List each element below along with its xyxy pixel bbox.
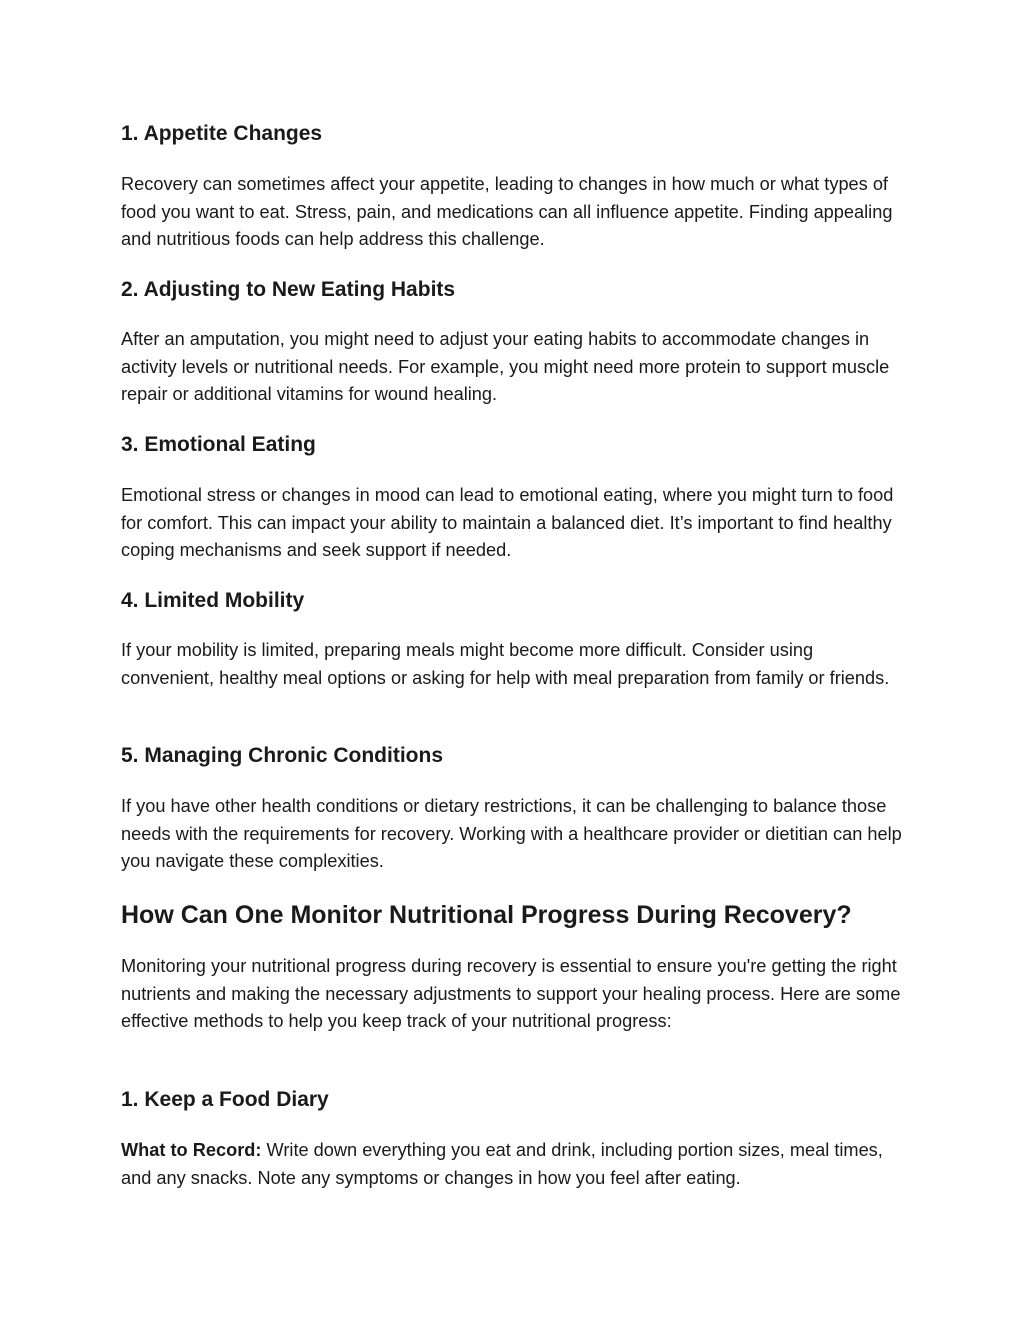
section-body-chronic-conditions: If you have other health conditions or dietary restrictions, it can be challenging to balance those needs with the requirements for recovery. Working with a healthcare provider or dietitian can help you navigate these complexities.: [121, 796, 902, 872]
section-heading-chronic-conditions: 5. Managing Chronic Conditions: [121, 744, 443, 767]
section-body-adjusting-eating-habits: After an amputation, you might need to adjust your eating habits to accommodate changes in activity levels or nutritional needs. For example, you might need more protein to support muscle repair or additional vitamins for wound healing.: [121, 329, 890, 405]
section-body-emotional-eating: Emotional stress or changes in mood can lead to emotional eating, where you might turn to food for comfort. This can impact your ability to maintain a balanced diet. It’s important to find healthy coping mechanisms and seek support if needed.: [121, 485, 894, 561]
monitor-progress-intro: Monitoring your nutritional progress during recovery is essential to ensure you're getting the right nutrients and making the necessary adjustments to support your healing process. Here are some effective methods to help you keep track of your nutritional progress:: [121, 956, 901, 1032]
section-body-appetite-changes: Recovery can sometimes affect your appetite, leading to changes in how much or what types of food you want to eat. Stress, pain, and medications can all influence appetite. Finding appealing and nutritious foods can help address this challenge.: [121, 174, 893, 250]
monitor-progress-title: How Can One Monitor Nutritional Progress During Recovery?: [121, 901, 852, 929]
food-diary-text: Write down everything you eat and drink, including portion sizes, meal times, and any snacks. Note any symptoms or changes in how you feel after eating.: [121, 1140, 883, 1188]
section-body-limited-mobility: If your mobility is limited, preparing meals might become more difficult. Consider using convenient, healthy meal options or asking for help with meal preparation from family or friends.: [121, 640, 890, 688]
section-heading-emotional-eating: 3. Emotional Eating: [121, 433, 316, 456]
food-diary-label: What to Record:: [121, 1140, 262, 1160]
food-diary-body: [121, 1137, 911, 1192]
section-heading-limited-mobility: 4. Limited Mobility: [121, 589, 305, 612]
section-heading-adjusting-eating-habits: 2. Adjusting to New Eating Habits: [121, 278, 456, 301]
section-heading-appetite-changes: 1. Appetite Changes: [121, 122, 323, 145]
food-diary-heading: 1. Keep a Food Diary: [121, 1088, 329, 1111]
